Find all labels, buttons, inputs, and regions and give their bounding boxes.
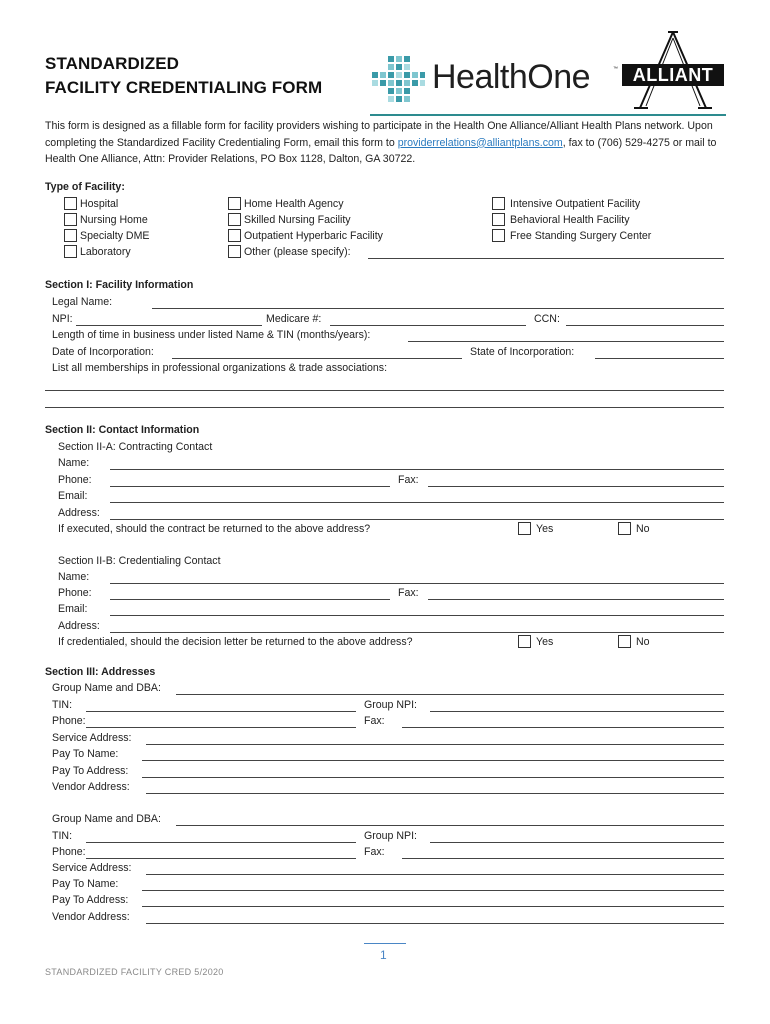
contracting-no-label: No (636, 523, 650, 535)
checkbox-behavioral-health[interactable] (492, 213, 505, 226)
pay-name-field-1[interactable] (142, 760, 724, 761)
tin-field-2[interactable] (86, 842, 356, 843)
healthone-cross-icon (370, 54, 426, 108)
credentialing-no-checkbox[interactable] (618, 635, 631, 648)
phone-label-1: Phone: (52, 715, 86, 727)
logo-trademark: ™ (613, 66, 618, 72)
pay-address-label-1: Pay To Address: (52, 765, 129, 777)
section-2b-heading: Section II-B: Credentialing Contact (58, 555, 221, 567)
credentialing-email-label: Email: (58, 603, 88, 615)
credentialing-name-label: Name: (58, 571, 90, 583)
length-field[interactable] (408, 341, 724, 342)
checkbox-specialty-dme[interactable] (64, 229, 77, 242)
contracting-email-field[interactable] (110, 502, 724, 503)
group-npi-field-1[interactable] (430, 711, 724, 712)
group-name-field-1[interactable] (176, 694, 724, 695)
credentialing-email-field[interactable] (110, 615, 724, 616)
vendor-label-1: Vendor Address: (52, 781, 130, 793)
intro-text-1: This form is designed as a fillable form for facility providers wishing to participate in the Health One Alliance/Alliant Health Plans network. Upon completing the Standardized Facility Credentialing Form, email this form to (45, 120, 713, 149)
contracting-phone-label: Phone: (58, 474, 92, 486)
group-npi-label-2: Group NPI: (364, 830, 417, 842)
contracting-address-field[interactable] (110, 519, 724, 520)
fax-field-1[interactable] (402, 727, 724, 728)
service-label-2: Service Address: (52, 862, 132, 874)
credentialing-address-label: Address: (58, 620, 100, 632)
date-inc-label: Date of Incorporation: (52, 346, 154, 358)
checkbox-intensive-outpatient[interactable] (492, 197, 505, 210)
fax-label-1: Fax: (364, 715, 385, 727)
vendor-field-1[interactable] (146, 793, 724, 794)
service-label-1: Service Address: (52, 732, 132, 744)
checkbox-laboratory[interactable] (64, 245, 77, 258)
phone-field-1[interactable] (86, 727, 356, 728)
healthone-logo (370, 54, 618, 108)
label-intensive-outpatient: Intensive Outpatient Facility (510, 198, 641, 210)
label-surgery-center: Free Standing Surgery Center (510, 230, 652, 242)
credentialing-fax-label: Fax: (398, 587, 419, 599)
pay-name-field-2[interactable] (142, 890, 724, 891)
pay-address-field-2[interactable] (142, 906, 724, 907)
credentialing-address-field[interactable] (110, 632, 724, 633)
credentialing-yes-label: Yes (536, 636, 554, 648)
page-number: 1 (380, 948, 387, 962)
date-inc-field[interactable] (172, 358, 462, 359)
service-field-1[interactable] (146, 744, 724, 745)
contracting-fax-field[interactable] (428, 486, 724, 487)
tin-label-1: TIN: (52, 699, 73, 711)
group-npi-label-1: Group NPI: (364, 699, 417, 711)
service-field-2[interactable] (146, 874, 724, 875)
vendor-field-2[interactable] (146, 923, 724, 924)
email-link[interactable]: providerrelations@alliantplans.com (397, 136, 563, 149)
credentialing-phone-label: Phone: (58, 587, 92, 599)
vendor-label-2: Vendor Address: (52, 911, 130, 923)
title-line-1: STANDARDIZED (45, 54, 180, 73)
header-rule (370, 114, 726, 116)
length-label: Length of time in business under listed Name & TIN (months/years): (52, 329, 371, 341)
footer-text: STANDARDIZED FACILITY CRED 5/2020 (45, 967, 224, 977)
checkbox-hyperbaric[interactable] (228, 229, 241, 242)
form-title (45, 52, 322, 100)
checkbox-hospital[interactable] (64, 197, 77, 210)
page-number-rule (364, 943, 406, 944)
credentialing-phone-field[interactable] (110, 599, 390, 600)
ccn-label: CCN: (534, 313, 560, 325)
npi-field[interactable] (76, 325, 262, 326)
alliant-logo (620, 30, 726, 110)
npi-label: NPI: (52, 313, 73, 325)
label-behavioral-health: Behavioral Health Facility (510, 214, 630, 226)
medicare-label: Medicare #: (266, 313, 322, 325)
intro-paragraph (45, 118, 735, 168)
intro-text-2: , fax to (706) 529-4275 or mail to Health One Alliance, Attn: Provider Relations, PO Box 1128, Dalton, GA 30722. (45, 136, 717, 165)
fax-field-2[interactable] (402, 858, 724, 859)
tin-label-2: TIN: (52, 830, 73, 842)
checkbox-skilled-nursing[interactable] (228, 213, 241, 226)
title-line-2: FACILITY CREDENTIALING FORM (45, 78, 323, 97)
contracting-yes-checkbox[interactable] (518, 522, 531, 535)
memberships-label: List all memberships in professional organizations & trade associations: (52, 362, 388, 374)
label-hospital: Hospital (80, 198, 119, 210)
legal-name-field[interactable] (152, 308, 724, 309)
pay-name-label-2: Pay To Name: (52, 878, 119, 890)
section-1-heading: Section I: Facility Information (45, 279, 194, 291)
fax-label-2: Fax: (364, 846, 385, 858)
pay-address-field-1[interactable] (142, 777, 724, 778)
credentialing-question: If credentialed, should the decision letter be returned to the above address? (58, 636, 413, 648)
label-laboratory: Laboratory (80, 246, 131, 258)
legal-name-label: Legal Name: (52, 296, 113, 308)
ccn-field[interactable] (566, 325, 724, 326)
section-2a-heading: Section II-A: Contracting Contact (58, 441, 213, 453)
pay-name-label-1: Pay To Name: (52, 748, 119, 760)
label-other: Other (please specify): (244, 246, 351, 258)
contracting-name-field[interactable] (110, 469, 724, 470)
checkbox-surgery-center[interactable] (492, 229, 505, 242)
section-2-heading: Section II: Contact Information (45, 424, 200, 436)
facility-type-heading: Type of Facility: (45, 181, 125, 193)
credentialing-name-field[interactable] (110, 583, 724, 584)
other-specify-field[interactable] (368, 258, 724, 259)
checkbox-other[interactable] (228, 245, 241, 258)
memberships-field-1[interactable] (45, 390, 724, 391)
memberships-field-2[interactable] (45, 407, 724, 408)
section-3-heading: Section III: Addresses (45, 666, 156, 678)
contracting-no-checkbox[interactable] (618, 522, 631, 535)
contracting-email-label: Email: (58, 490, 88, 502)
phone-field-2[interactable] (86, 858, 356, 859)
contracting-phone-field[interactable] (110, 486, 390, 487)
checkbox-home-health[interactable] (228, 197, 241, 210)
group-name-label-1: Group Name and DBA: (52, 682, 161, 694)
contracting-yes-label: Yes (536, 523, 554, 535)
logo-text: HealthOne (432, 58, 591, 96)
medicare-field[interactable] (330, 325, 526, 326)
tin-field-1[interactable] (86, 711, 356, 712)
group-name-field-2[interactable] (176, 825, 724, 826)
phone-label-2: Phone: (52, 846, 86, 858)
label-nursing-home: Nursing Home (80, 214, 148, 226)
contracting-question: If executed, should the contract be returned to the above address? (58, 523, 371, 535)
contracting-fax-label: Fax: (398, 474, 419, 486)
state-inc-field[interactable] (595, 358, 724, 359)
credentialing-fax-field[interactable] (428, 599, 724, 600)
contracting-name-label: Name: (58, 457, 90, 469)
checkbox-nursing-home[interactable] (64, 213, 77, 226)
state-inc-label: State of Incorporation: (470, 346, 575, 358)
alliant-text: ALLIANT (622, 64, 724, 86)
contracting-address-label: Address: (58, 507, 100, 519)
label-home-health: Home Health Agency (244, 198, 344, 210)
label-hyperbaric: Outpatient Hyperbaric Facility (244, 230, 383, 242)
pay-address-label-2: Pay To Address: (52, 894, 129, 906)
credentialing-no-label: No (636, 636, 650, 648)
credentialing-yes-checkbox[interactable] (518, 635, 531, 648)
label-skilled-nursing: Skilled Nursing Facility (244, 214, 351, 226)
label-specialty-dme: Specialty DME (80, 230, 150, 242)
group-name-label-2: Group Name and DBA: (52, 813, 161, 825)
group-npi-field-2[interactable] (430, 842, 724, 843)
